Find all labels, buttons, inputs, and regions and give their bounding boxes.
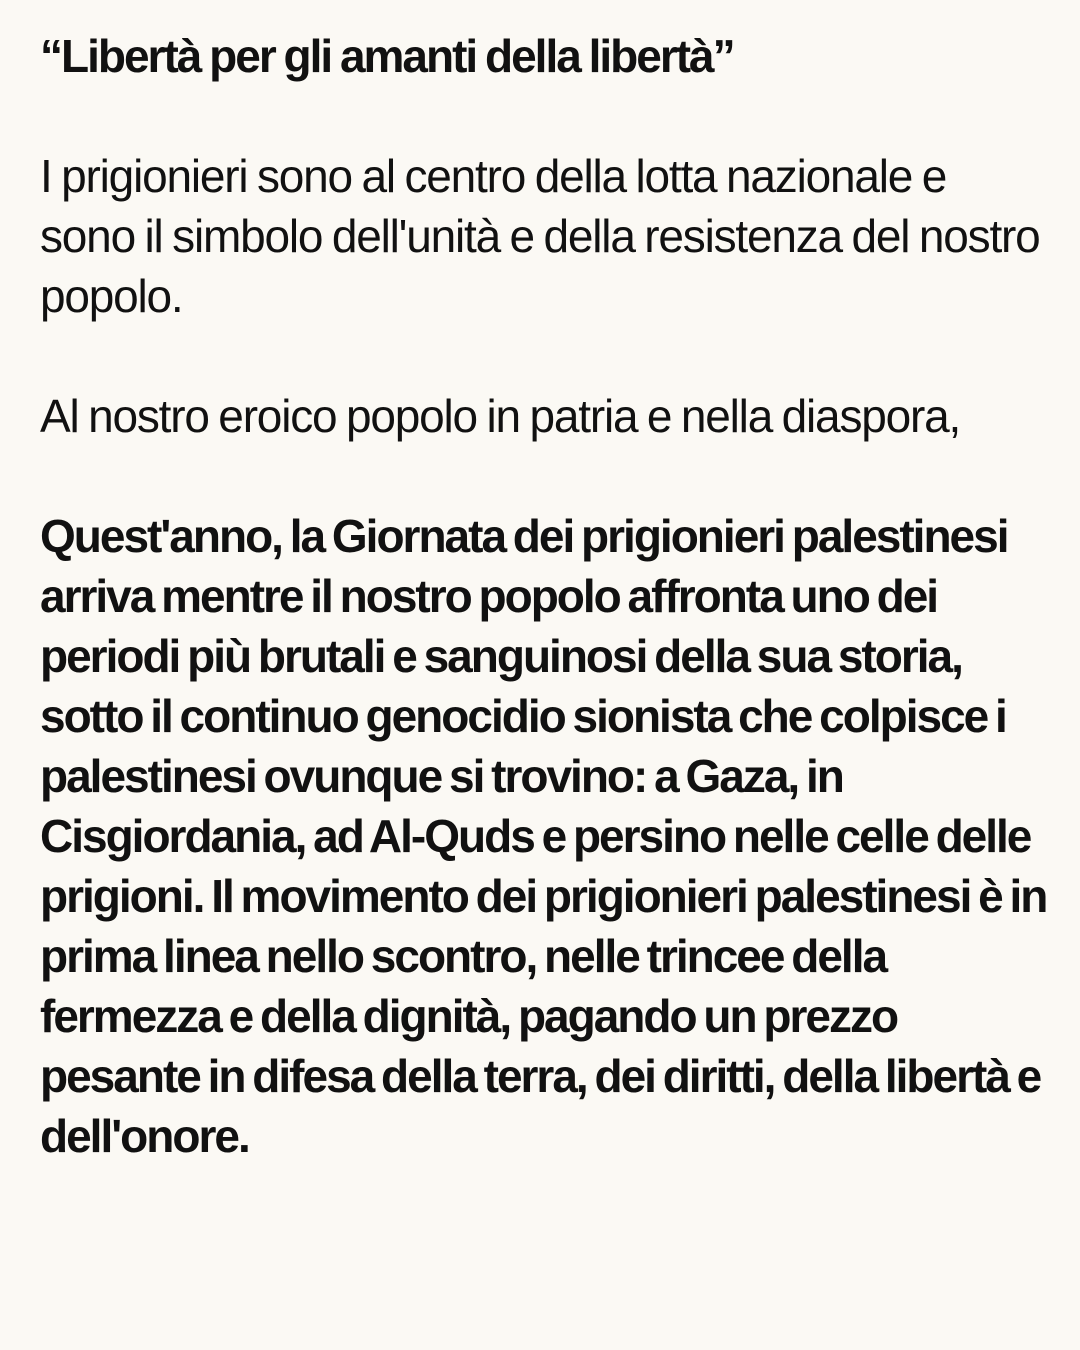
post-text-block	[40, 26, 1050, 1166]
main-paragraph: Quest'anno, la Giornata dei prigionieri palestinesi arriva mentre il nostro popolo affronta uno dei periodi più brutali e sanguinosi della sua storia, sotto il continuo genocidio sionista che colpisce i palestinesi ovunque si trovino: a Gaza, in Cisgiordania, ad Al-Quds e persino nelle celle delle prigioni. Il movimento dei prigionieri palestinesi è in prima linea nello scontro, nelle trincee della fermezza e della dignità, pagando un prezzo pesante in difesa della terra, dei diritti, della libertà e dell'onore.	[40, 510, 1047, 1162]
intro-paragraph: I prigionieri sono al centro della lotta nazionale e sono il simbolo dell'unità e della resistenza del nostro popolo.	[40, 150, 1040, 322]
greeting-paragraph: Al nostro eroico popolo in patria e nella diaspora,	[40, 390, 961, 442]
post-title: “Libertà per gli amanti della libertà”	[40, 30, 734, 82]
